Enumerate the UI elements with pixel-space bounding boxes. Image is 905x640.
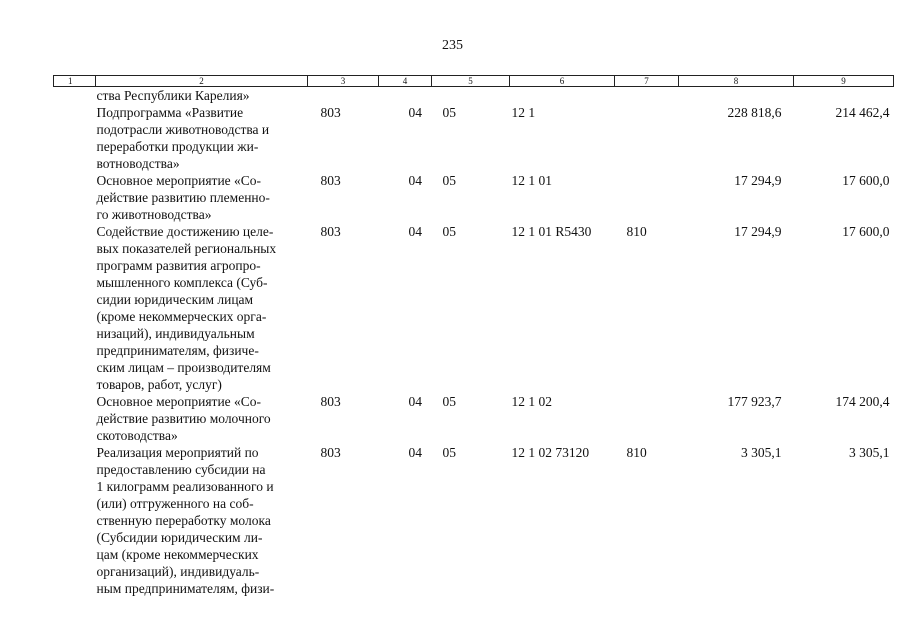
row-subsection: 05 [442, 445, 456, 460]
row-name: Подпрограмма «Развитие подотрасли животноводства и переработки продукции жи- вотноводства» [96, 105, 270, 171]
row-ministry-code: 803 [320, 445, 341, 460]
row-ministry-code: 803 [320, 173, 341, 188]
column-header-9: 9 [794, 76, 894, 87]
row-section: 04 [408, 224, 422, 239]
row-expense-type [615, 87, 679, 105]
column-header-6: 6 [510, 76, 615, 87]
row-subsection: 05 [442, 394, 456, 409]
row-ministry-code: 803 [320, 105, 341, 120]
row-name: Основное мероприятие «Со- действие развитию молочного скотоводства» [96, 394, 271, 443]
column-header-4: 4 [379, 76, 432, 87]
row-ministry-code: 803 [320, 224, 341, 239]
row-section: 04 [408, 394, 422, 409]
row-amount-1: 3 305,1 [741, 445, 782, 460]
row-amount-1: 177 923,7 [727, 394, 782, 409]
row-target-article: 12 1 01 [511, 173, 552, 188]
row-subsection: 05 [442, 105, 456, 120]
row-amount-1 [679, 87, 794, 105]
table-row [54, 393, 894, 444]
column-header-8: 8 [679, 76, 794, 87]
row-section: 04 [408, 173, 422, 188]
row-name: Основное мероприятие «Со- действие развитию племенно- го животноводства» [96, 173, 270, 222]
row-amount-1: 228 818,6 [727, 105, 782, 120]
column-header-7: 7 [615, 76, 679, 87]
row-amount-1: 17 294,9 [734, 224, 782, 239]
row-amount-2: 214 462,4 [835, 105, 890, 120]
table-row [54, 104, 894, 172]
column-header-2: 2 [96, 76, 308, 87]
row-target-article [510, 87, 615, 105]
row-ministry-code: 803 [320, 394, 341, 409]
row-amount-2: 17 600,0 [842, 224, 890, 239]
page-number: 235 [442, 38, 463, 53]
table-row [54, 444, 894, 597]
row-target-article: 12 1 01 R5430 [511, 224, 592, 239]
column-header-1: 1 [54, 76, 96, 87]
row-section: 04 [408, 445, 422, 460]
row-expense-type [615, 172, 679, 223]
row-subsection: 05 [442, 224, 456, 239]
row-amount-2: 17 600,0 [842, 173, 890, 188]
row-expense-type: 810 [626, 445, 647, 460]
budget-table [53, 75, 894, 597]
row-expense-type: 810 [626, 224, 647, 239]
row-amount-2: 3 305,1 [849, 445, 890, 460]
row-target-article: 12 1 02 [511, 394, 552, 409]
table-row [54, 87, 894, 105]
row-subsection: 05 [442, 173, 456, 188]
row-subsection [432, 87, 510, 105]
row-name: Содействие достижению целе- вых показателей региональных программ развития агропро- мышленного комплекса (Суб- сидии юридическим лицам (кроме некоммерческих орга- низаций), индивидуальным предпринимателям, физиче- ским лицам – производителям товаров, работ, услуг) [96, 224, 277, 392]
table-row [54, 223, 894, 393]
row-ministry-code [308, 87, 379, 105]
row-target-article: 12 1 02 73120 [511, 445, 590, 460]
row-amount-2: 174 200,4 [835, 394, 890, 409]
column-number-header [54, 76, 894, 87]
row-amount-2 [794, 87, 894, 105]
row-expense-type [615, 104, 679, 172]
row-target-article: 12 1 [511, 105, 536, 120]
row-expense-type [615, 393, 679, 444]
table-row [54, 172, 894, 223]
column-header-5: 5 [432, 76, 510, 87]
row-name: Реализация мероприятий по предоставлению субсидии на 1 килограмм реализованного и (или) отгруженного на соб- ственную переработку молока (Субсидии юридическим ли- цам (кроме некоммерческих организаций), индивидуаль- ным предпринимателям, физи- [96, 445, 275, 596]
row-section: 04 [408, 105, 422, 120]
row-name: ства Республики Карелия» [96, 88, 250, 103]
row-amount-1: 17 294,9 [734, 173, 782, 188]
column-header-3: 3 [308, 76, 379, 87]
row-section [379, 87, 432, 105]
